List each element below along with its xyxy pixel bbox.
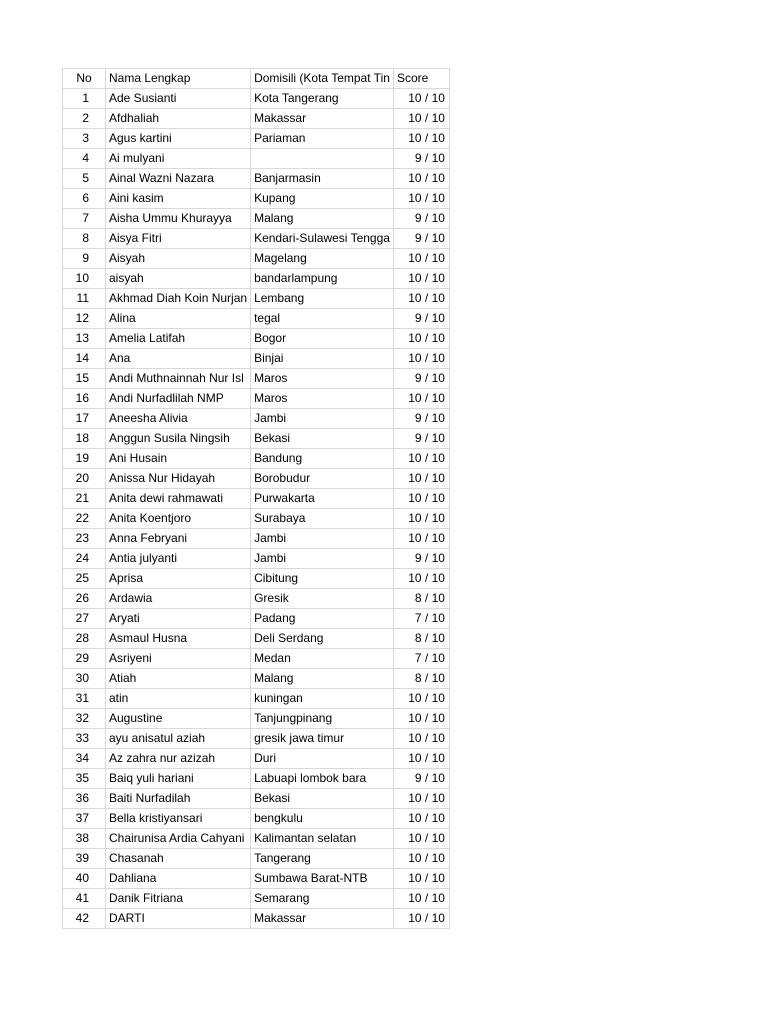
table-row (63, 749, 450, 769)
cell-no: 18 (63, 429, 106, 449)
cell-no: 20 (63, 469, 106, 489)
cell-no: 41 (63, 889, 106, 909)
cell-name: Aini kasim (106, 189, 251, 209)
cell-no: 3 (63, 129, 106, 149)
cell-score: 10 / 10 (393, 269, 449, 289)
cell-name: Alina (106, 309, 251, 329)
cell-name: Aryati (106, 609, 251, 629)
cell-domicile: Lembang (251, 289, 394, 309)
cell-domicile: Tangerang (251, 849, 394, 869)
cell-no: 26 (63, 589, 106, 609)
cell-score: 10 / 10 (393, 469, 449, 489)
cell-name: DARTI (106, 909, 251, 929)
cell-domicile: gresik jawa timur (251, 729, 394, 749)
cell-no: 16 (63, 389, 106, 409)
cell-no: 35 (63, 769, 106, 789)
cell-name: Ani Husain (106, 449, 251, 469)
cell-no: 24 (63, 549, 106, 569)
cell-score: 9 / 10 (393, 229, 449, 249)
cell-score: 10 / 10 (393, 289, 449, 309)
cell-domicile: Malang (251, 669, 394, 689)
cell-no: 7 (63, 209, 106, 229)
cell-domicile: Makassar (251, 909, 394, 929)
cell-score: 10 / 10 (393, 129, 449, 149)
table-row (63, 129, 450, 149)
cell-score: 10 / 10 (393, 389, 449, 409)
table-row (63, 629, 450, 649)
cell-no: 19 (63, 449, 106, 469)
cell-name: Andi Nurfadlilah NMP (106, 389, 251, 409)
cell-score: 10 / 10 (393, 689, 449, 709)
cell-domicile (251, 149, 394, 169)
header-score: Score (393, 69, 449, 89)
table-row (63, 309, 450, 329)
cell-name: Chairunisa Ardia Cahyani (106, 829, 251, 849)
cell-score: 10 / 10 (393, 909, 449, 929)
cell-name: Ana (106, 349, 251, 369)
cell-name: Aisyah (106, 249, 251, 269)
cell-name: Anita Koentjoro (106, 509, 251, 529)
cell-no: 29 (63, 649, 106, 669)
cell-no: 4 (63, 149, 106, 169)
cell-score: 9 / 10 (393, 149, 449, 169)
cell-score: 10 / 10 (393, 809, 449, 829)
cell-domicile: Sumbawa Barat-NTB (251, 869, 394, 889)
table-row (63, 549, 450, 569)
cell-score: 9 / 10 (393, 369, 449, 389)
cell-domicile: Duri (251, 749, 394, 769)
cell-name: Agus kartini (106, 129, 251, 149)
cell-name: Aisha Ummu Khurayya (106, 209, 251, 229)
cell-domicile: Binjai (251, 349, 394, 369)
cell-domicile: Maros (251, 389, 394, 409)
cell-domicile: Makassar (251, 109, 394, 129)
cell-domicile: Bogor (251, 329, 394, 349)
table-row (63, 289, 450, 309)
cell-score: 9 / 10 (393, 409, 449, 429)
table-row (63, 649, 450, 669)
cell-no: 11 (63, 289, 106, 309)
table-header-row (63, 69, 450, 89)
table-row (63, 889, 450, 909)
cell-name: Bella kristiyansari (106, 809, 251, 829)
cell-score: 9 / 10 (393, 769, 449, 789)
table-row (63, 469, 450, 489)
table-row (63, 709, 450, 729)
cell-name: Ardawia (106, 589, 251, 609)
cell-domicile: Bandung (251, 449, 394, 469)
cell-domicile: Tanjungpinang (251, 709, 394, 729)
cell-no: 13 (63, 329, 106, 349)
cell-score: 10 / 10 (393, 569, 449, 589)
cell-score: 8 / 10 (393, 669, 449, 689)
cell-name: Andi Muthnainnah Nur Isl (106, 369, 251, 389)
cell-domicile: Pariaman (251, 129, 394, 149)
cell-score: 7 / 10 (393, 609, 449, 629)
table-row (63, 909, 450, 929)
cell-score: 10 / 10 (393, 249, 449, 269)
cell-domicile: Magelang (251, 249, 394, 269)
cell-score: 10 / 10 (393, 109, 449, 129)
cell-name: Asmaul Husna (106, 629, 251, 649)
cell-score: 10 / 10 (393, 869, 449, 889)
cell-domicile: Surabaya (251, 509, 394, 529)
cell-name: Asriyeni (106, 649, 251, 669)
cell-score: 9 / 10 (393, 429, 449, 449)
cell-domicile: Malang (251, 209, 394, 229)
cell-name: atin (106, 689, 251, 709)
cell-no: 14 (63, 349, 106, 369)
cell-name: Antia julyanti (106, 549, 251, 569)
cell-name: Az zahra nur azizah (106, 749, 251, 769)
cell-name: Anita dewi rahmawati (106, 489, 251, 509)
cell-name: Chasanah (106, 849, 251, 869)
cell-domicile: Kalimantan selatan (251, 829, 394, 849)
cell-no: 10 (63, 269, 106, 289)
cell-name: Baiq yuli hariani (106, 769, 251, 789)
cell-domicile: Borobudur (251, 469, 394, 489)
table-row (63, 209, 450, 229)
table-row (63, 829, 450, 849)
table-row (63, 569, 450, 589)
table-row (63, 489, 450, 509)
cell-score: 10 / 10 (393, 849, 449, 869)
table-row (63, 109, 450, 129)
cell-name: Amelia Latifah (106, 329, 251, 349)
table-row (63, 389, 450, 409)
cell-score: 10 / 10 (393, 789, 449, 809)
table-row (63, 329, 450, 349)
cell-score: 9 / 10 (393, 549, 449, 569)
cell-no: 28 (63, 629, 106, 649)
cell-domicile: Medan (251, 649, 394, 669)
table-row (63, 229, 450, 249)
cell-no: 1 (63, 89, 106, 109)
cell-score: 10 / 10 (393, 169, 449, 189)
cell-domicile: Cibitung (251, 569, 394, 589)
table-row (63, 169, 450, 189)
header-name: Nama Lengkap (106, 69, 251, 89)
table-row (63, 369, 450, 389)
cell-no: 9 (63, 249, 106, 269)
cell-domicile: Padang (251, 609, 394, 629)
cell-no: 34 (63, 749, 106, 769)
cell-no: 6 (63, 189, 106, 209)
cell-name: Anissa Nur Hidayah (106, 469, 251, 489)
cell-name: Augustine (106, 709, 251, 729)
cell-score: 10 / 10 (393, 489, 449, 509)
cell-name: Atiah (106, 669, 251, 689)
cell-name: Aprisa (106, 569, 251, 589)
cell-no: 12 (63, 309, 106, 329)
table-row (63, 429, 450, 449)
cell-no: 39 (63, 849, 106, 869)
cell-name: Baiti Nurfadilah (106, 789, 251, 809)
cell-name: Ade Susianti (106, 89, 251, 109)
cell-no: 33 (63, 729, 106, 749)
cell-name: Anna Febryani (106, 529, 251, 549)
cell-domicile: Kendari-Sulawesi Tengga (251, 229, 394, 249)
cell-no: 32 (63, 709, 106, 729)
table-row (63, 189, 450, 209)
cell-no: 5 (63, 169, 106, 189)
cell-domicile: Kupang (251, 189, 394, 209)
cell-no: 2 (63, 109, 106, 129)
cell-domicile: Jambi (251, 549, 394, 569)
cell-no: 40 (63, 869, 106, 889)
table-row (63, 809, 450, 829)
cell-score: 10 / 10 (393, 829, 449, 849)
cell-score: 10 / 10 (393, 89, 449, 109)
table-row (63, 589, 450, 609)
header-domicile: Domisili (Kota Tempat Tin (251, 69, 394, 89)
cell-no: 25 (63, 569, 106, 589)
header-no: No (63, 69, 106, 89)
cell-no: 21 (63, 489, 106, 509)
cell-domicile: Labuapi lombok bara (251, 769, 394, 789)
table-row (63, 449, 450, 469)
cell-score: 10 / 10 (393, 709, 449, 729)
cell-score: 10 / 10 (393, 729, 449, 749)
cell-score: 8 / 10 (393, 629, 449, 649)
cell-score: 10 / 10 (393, 329, 449, 349)
cell-no: 31 (63, 689, 106, 709)
cell-score: 10 / 10 (393, 529, 449, 549)
cell-name: aisyah (106, 269, 251, 289)
cell-score: 10 / 10 (393, 349, 449, 369)
cell-domicile: Bekasi (251, 429, 394, 449)
cell-score: 10 / 10 (393, 749, 449, 769)
cell-no: 36 (63, 789, 106, 809)
cell-no: 15 (63, 369, 106, 389)
cell-score: 10 / 10 (393, 449, 449, 469)
cell-name: Akhmad Diah Koin Nurjan (106, 289, 251, 309)
cell-domicile: kuningan (251, 689, 394, 709)
cell-domicile: Jambi (251, 409, 394, 429)
cell-no: 42 (63, 909, 106, 929)
cell-domicile: Banjarmasin (251, 169, 394, 189)
table-row (63, 409, 450, 429)
cell-no: 17 (63, 409, 106, 429)
table-row (63, 849, 450, 869)
table-row (63, 89, 450, 109)
cell-score: 8 / 10 (393, 589, 449, 609)
cell-score: 10 / 10 (393, 509, 449, 529)
table-body (63, 89, 450, 929)
table-row (63, 269, 450, 289)
cell-name: Ai mulyani (106, 149, 251, 169)
cell-domicile: bengkulu (251, 809, 394, 829)
cell-domicile: Gresik (251, 589, 394, 609)
cell-score: 10 / 10 (393, 189, 449, 209)
cell-domicile: Maros (251, 369, 394, 389)
table-row (63, 249, 450, 269)
table-row (63, 669, 450, 689)
cell-domicile: Kota Tangerang (251, 89, 394, 109)
cell-name: Aneesha Alivia (106, 409, 251, 429)
table-row (63, 529, 450, 549)
cell-name: Afdhaliah (106, 109, 251, 129)
cell-domicile: Deli Serdang (251, 629, 394, 649)
cell-score: 7 / 10 (393, 649, 449, 669)
cell-no: 30 (63, 669, 106, 689)
cell-score: 9 / 10 (393, 309, 449, 329)
table-row (63, 689, 450, 709)
cell-domicile: tegal (251, 309, 394, 329)
cell-domicile: Purwakarta (251, 489, 394, 509)
cell-name: ayu anisatul aziah (106, 729, 251, 749)
cell-no: 27 (63, 609, 106, 629)
cell-no: 22 (63, 509, 106, 529)
cell-name: Ainal Wazni Nazara (106, 169, 251, 189)
participants-table (62, 68, 450, 929)
table-row (63, 349, 450, 369)
cell-no: 23 (63, 529, 106, 549)
cell-domicile: Semarang (251, 889, 394, 909)
cell-domicile: bandarlampung (251, 269, 394, 289)
table-row (63, 609, 450, 629)
cell-no: 37 (63, 809, 106, 829)
table-row (63, 869, 450, 889)
cell-score: 10 / 10 (393, 889, 449, 909)
cell-no: 38 (63, 829, 106, 849)
cell-domicile: Bekasi (251, 789, 394, 809)
table-row (63, 509, 450, 529)
cell-name: Aisya Fitri (106, 229, 251, 249)
cell-name: Anggun Susila Ningsih (106, 429, 251, 449)
cell-score: 9 / 10 (393, 209, 449, 229)
table-row (63, 769, 450, 789)
cell-name: Dahliana (106, 869, 251, 889)
cell-name: Danik Fitriana (106, 889, 251, 909)
cell-domicile: Jambi (251, 529, 394, 549)
cell-no: 8 (63, 229, 106, 249)
table-row (63, 729, 450, 749)
table-row (63, 149, 450, 169)
table-row (63, 789, 450, 809)
